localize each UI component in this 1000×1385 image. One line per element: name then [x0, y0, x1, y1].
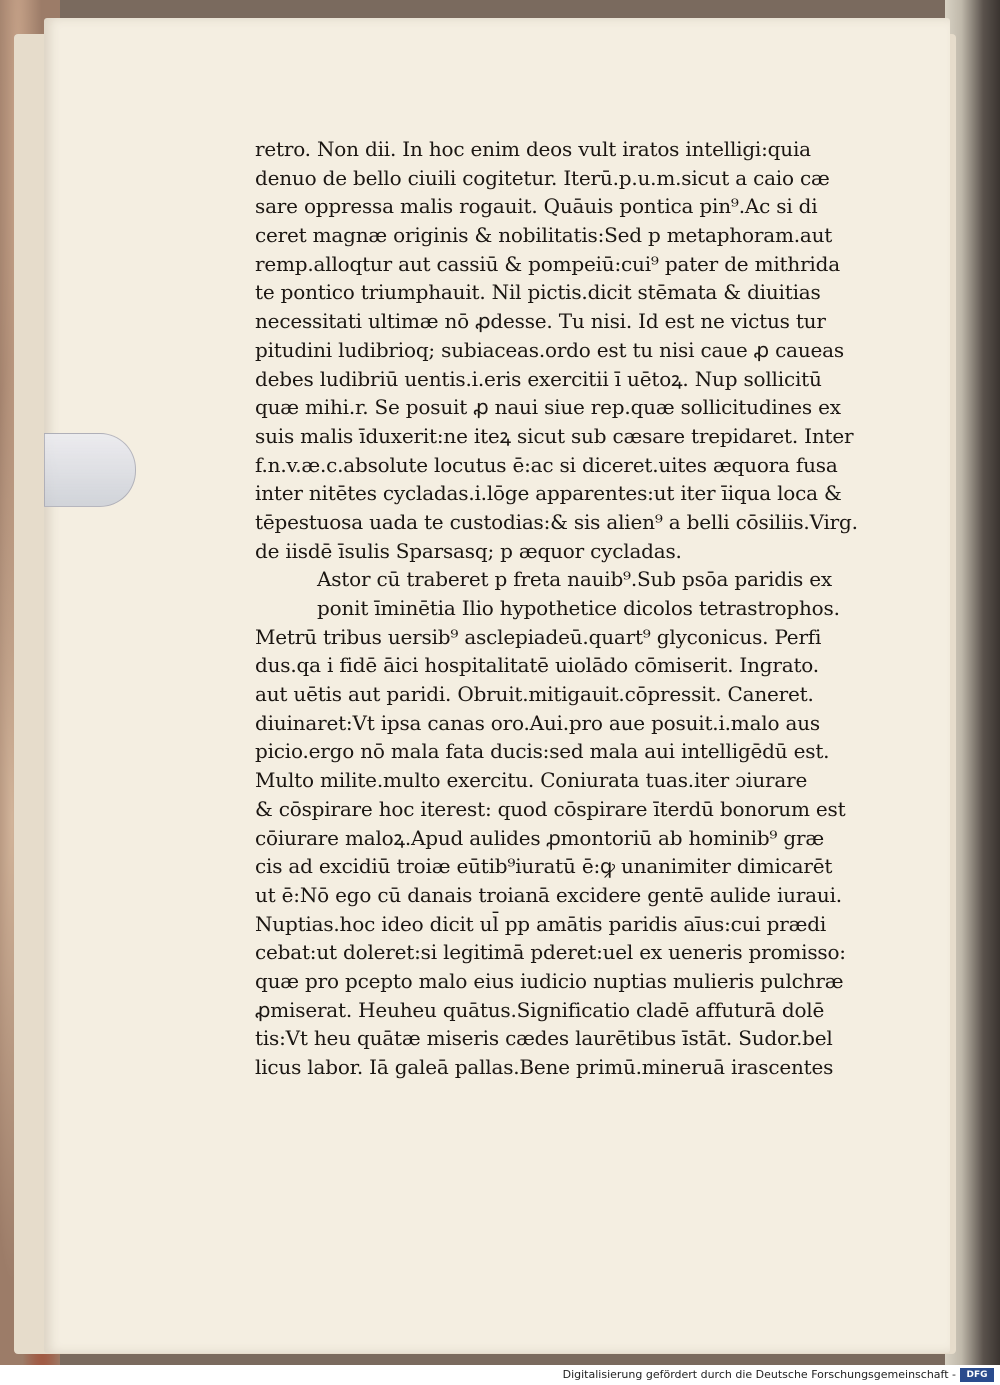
text-line: remp.alloqtur aut cassiū & pompeiū:cui⁹ pater de mithrida: [255, 251, 840, 276]
text-line: aut uētis aut paridi. Obruit.mitigauit.cōpressit. Caneret.: [255, 682, 814, 707]
text-line: tēpestuosa uada te custodias:& sis alien⁹ a belli cōsiliis.Virg.: [255, 509, 858, 534]
text-line: picio.ergo nō mala fata ducis:sed mala aui intelligēdū est.: [255, 739, 830, 764]
text-line: tis:Vt heu quātæ miseris cædes laurētibus īstāt. Sudor.bel: [255, 1026, 833, 1051]
text-line: de iisdē īsulis Sparsasq; p æquor cycladas.: [255, 538, 682, 563]
text-line: ceret magnæ originis & nobilitatis:Sed p metaphoram.aut: [255, 223, 833, 248]
text-line: f.n.v.æ.c.absolute locutus ē:ac si diceret.uites æquora fusa: [255, 452, 838, 477]
text-line: debes ludibriū uentis.i.eris exercitii ī uētoꝝ. Nup sollicitū: [255, 366, 822, 391]
text-line: denuo de bello ciuili cogitetur. Iterū.p.u.m.sicut a caio cæ: [255, 165, 830, 190]
text-line: ut ē:Nō ego cū danais troianā excidere gentē aulide iuraui.: [255, 882, 842, 907]
text-line: Nuptias.hoc ideo dicit ul̄ pp amātis paridis aīus:cui prædi: [255, 911, 827, 936]
text-line: necessitati ultimæ nō ꝓdesse. Tu nisi. Id est ne victus tur: [255, 309, 826, 334]
text-line: pitudini ludibrioq; subiaceas.ordo est tu nisi caue ꝓ caueas: [255, 337, 844, 362]
footer: [0, 1365, 1000, 1385]
dfg-logo: DFG: [960, 1368, 994, 1382]
text-line: ꝓmiserat. Heuheu quātus.Significatio cladē affuturā dolē: [255, 997, 825, 1022]
text-line: ponit īminētia Ilio hypothetice dicolos tetrastrophos.: [317, 596, 840, 620]
text-line: Metrū tribus uersib⁹ asclepiadeū.quart⁹ glyconicus. Perfi: [255, 624, 822, 649]
plastic-clip: [44, 433, 136, 507]
text-line: retro. Non dii. In hoc enim deos vult iratos intelligi:quia: [255, 137, 811, 161]
text-line: & cōspirare hoc iterest: quod cōspirare īterdū bonorum est: [255, 796, 846, 821]
text-line: Astor cū traberet p freta nauib⁹.Sub psōa paridis ex: [317, 567, 832, 592]
text-block: [255, 135, 858, 1082]
text-line: cis ad excidiū troiæ eūtib⁹iuratū ē:ꝙ unanimiter dimicarēt: [255, 854, 833, 879]
footer-credit: Digitalisierung gefördert durch die Deutsche Forschungsgemeinschaft -: [562, 1368, 956, 1381]
text-line: inter nitētes cycladas.i.lōge apparentes:ut iter īiqua loca &: [255, 481, 842, 506]
text-line: suis malis īduxerit:ne iteꝝ sicut sub cæsare trepidaret. Inter: [255, 423, 854, 448]
text-line: licus labor. Iā galeā pallas.Bene primū.mineruā irascentes: [255, 1055, 834, 1079]
text-line: te pontico triumphauit. Nil pictis.dicit stēmata & diuitias: [255, 280, 821, 305]
text-line: dus.qa i fidē āici hospitalitatē uiolādo cōmiserit. Ingrato.: [255, 653, 819, 678]
text-line: quæ pro pcepto malo eius iudicio nuptias mulieris pulchræ: [255, 968, 844, 993]
text-line: Multo milite.multo exercitu. Coniurata tuas.iter ɔiurare: [255, 768, 808, 793]
text-line: cebat:ut doleret:si legitimā pderet:uel ex ueneris promisso:: [255, 940, 846, 965]
text-line: quæ mihi.r. Se posuit ꝓ naui siue rep.quæ sollicitudines ex: [255, 395, 841, 420]
text-line: diuinaret:Vt ipsa canas oro.Aui.pro aue posuit.i.malo aus: [255, 710, 820, 735]
text-line: sare oppressa malis rogauit. Quāuis pontica pin⁹.Ac si di: [255, 194, 818, 219]
text-line: cōiurare maloꝝ.Apud aulides ꝓmontoriū ab hominib⁹ græ: [255, 825, 824, 850]
